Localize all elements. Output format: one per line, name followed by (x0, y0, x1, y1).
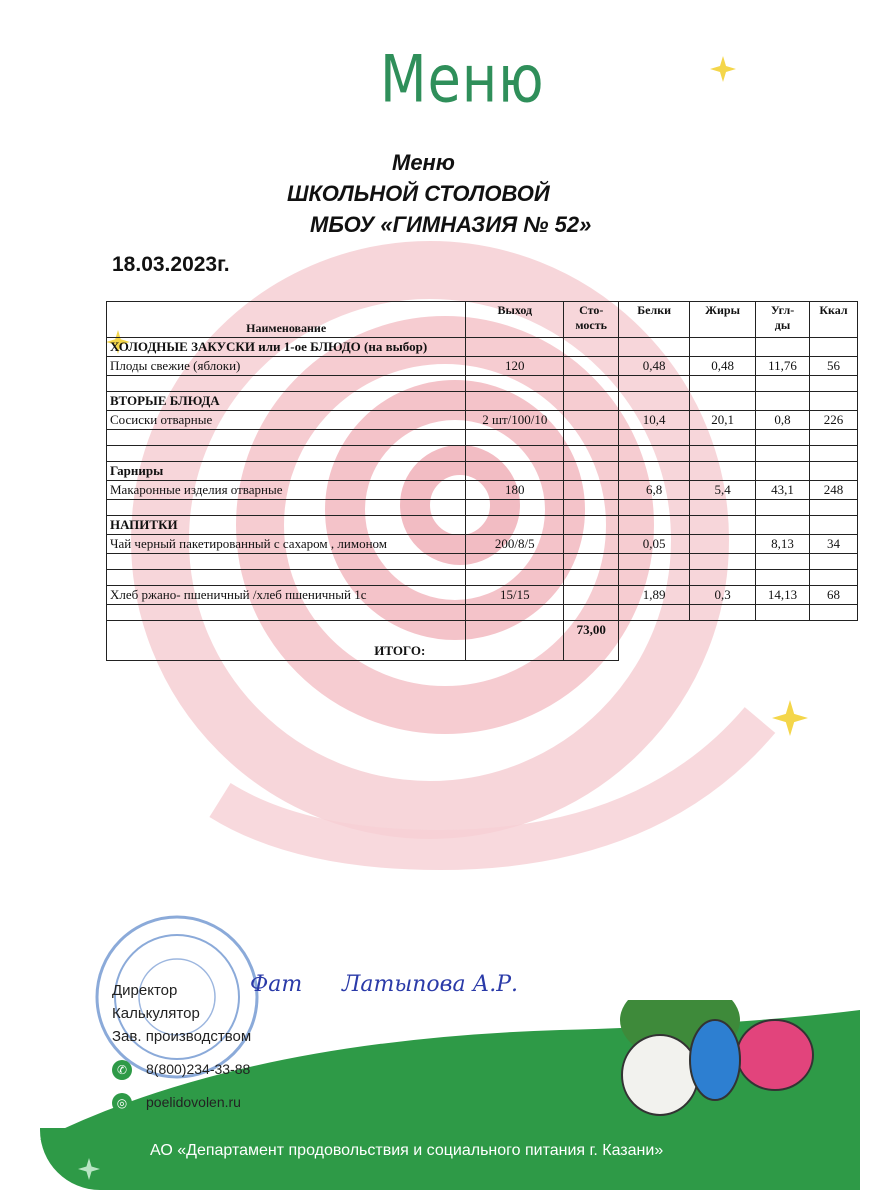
dish-name: Плоды свежие (яблоки) (107, 357, 466, 376)
table-row (107, 357, 858, 376)
header-line-3: МБОУ «ГИМНАЗИЯ № 52» (310, 212, 592, 237)
empty-row (107, 430, 858, 446)
col-header-name: Наименование (107, 302, 466, 338)
section-drinks: НАПИТКИ (107, 516, 466, 535)
section-row (107, 516, 858, 535)
dish-yield: 180 (466, 481, 564, 500)
dish-price (564, 481, 619, 500)
empty-row (107, 446, 858, 462)
menu-table (106, 301, 858, 661)
total-label: ИТОГО: (107, 621, 466, 661)
col-header-carbs-l1: Угл- (770, 303, 795, 317)
total-value: 73,00 (564, 621, 619, 661)
header-line-1: Меню (392, 150, 455, 175)
col-header-yield: Выход (466, 302, 564, 338)
signature-2: Латыпова А.Р. (342, 972, 519, 997)
dish-fat: 5,4 (690, 481, 756, 500)
dish-yield: 120 (466, 357, 564, 376)
globe-icon: ◎ (112, 1093, 132, 1113)
section-garnish: Гарниры (107, 462, 466, 481)
section-row (107, 392, 858, 411)
dish-kcal: 248 (810, 481, 858, 500)
dish-yield: 200/8/5 (466, 535, 564, 554)
staff-production-head: Зав. производством (112, 1028, 252, 1045)
header-line-2: ШКОЛЬНОЙ СТОЛОВОЙ (287, 181, 550, 206)
dish-price (564, 411, 619, 430)
table-row (107, 586, 858, 605)
empty-row (107, 554, 858, 570)
menu-date: 18.03.2023г. (112, 253, 230, 276)
dish-carbs: 0,8 (756, 411, 810, 430)
dish-carbs: 43,1 (756, 481, 810, 500)
col-header-fat: Жиры (690, 302, 756, 338)
table-row (107, 535, 858, 554)
dish-price (564, 535, 619, 554)
website-link[interactable]: poelidovolen.ru (146, 1094, 241, 1110)
dish-carbs: 14,13 (756, 586, 810, 605)
dish-fat: 0,3 (690, 586, 756, 605)
dish-protein: 1,89 (619, 586, 690, 605)
col-header-price (564, 302, 619, 338)
dish-protein: 10,4 (619, 411, 690, 430)
total-row (107, 621, 858, 661)
section-cold: ХОЛОДНЫЕ ЗАКУСКИ или 1-ое БЛЮДО (на выбор) (107, 338, 466, 357)
signature-1: Фат (250, 972, 303, 997)
dish-yield: 2 шт/100/10 (466, 411, 564, 430)
empty-row (107, 570, 858, 586)
phone-icon: ✆ (112, 1060, 132, 1080)
col-header-carbs-l2: ды (774, 318, 791, 332)
dish-kcal: 56 (810, 357, 858, 376)
dish-protein: 6,8 (619, 481, 690, 500)
dish-name: Хлеб ржано- пшеничный /хлеб пшеничный 1с (107, 586, 466, 605)
dish-kcal: 34 (810, 535, 858, 554)
logo-title: Меню (380, 41, 545, 118)
dish-yield: 15/15 (466, 586, 564, 605)
dish-protein: 0,05 (619, 535, 690, 554)
section-second: ВТОРЫЕ БЛЮДА (107, 392, 466, 411)
dish-fat (690, 535, 756, 554)
dish-price (564, 586, 619, 605)
staff-calculator: Калькулятор (112, 1005, 200, 1022)
dish-carbs: 11,76 (756, 357, 810, 376)
col-header-protein: Белки (619, 302, 690, 338)
dish-fat: 20,1 (690, 411, 756, 430)
sparkle-icon (710, 56, 736, 87)
empty-row (107, 376, 858, 392)
dish-name: Чай черный пакетированный с сахаром , лимоном (107, 535, 466, 554)
col-header-kcal: Ккал (810, 302, 858, 338)
table-row (107, 411, 858, 430)
table-header-row (107, 302, 858, 338)
col-header-price-l1: Сто- (579, 303, 604, 317)
section-row (107, 462, 858, 481)
dish-carbs: 8,13 (756, 535, 810, 554)
sparkle-icon (772, 700, 808, 741)
sparkle-icon (78, 1158, 100, 1185)
dish-kcal: 226 (810, 411, 858, 430)
phone-number[interactable]: 8(800)234-33-88 (146, 1061, 251, 1077)
col-header-price-l2: мость (575, 318, 607, 332)
dish-name: Сосиски отварные (107, 411, 466, 430)
organization-name: АО «Департамент продовольствия и социального питания г. Казани» (150, 1142, 664, 1159)
dish-name: Макаронные изделия отварные (107, 481, 466, 500)
table-row (107, 481, 858, 500)
dish-kcal: 68 (810, 586, 858, 605)
empty-row (107, 605, 858, 621)
staff-director: Директор (112, 982, 178, 999)
col-header-carbs (756, 302, 810, 338)
dish-protein: 0,48 (619, 357, 690, 376)
section-row (107, 338, 858, 357)
dish-price (564, 357, 619, 376)
dish-fat: 0,48 (690, 357, 756, 376)
empty-row (107, 500, 858, 516)
